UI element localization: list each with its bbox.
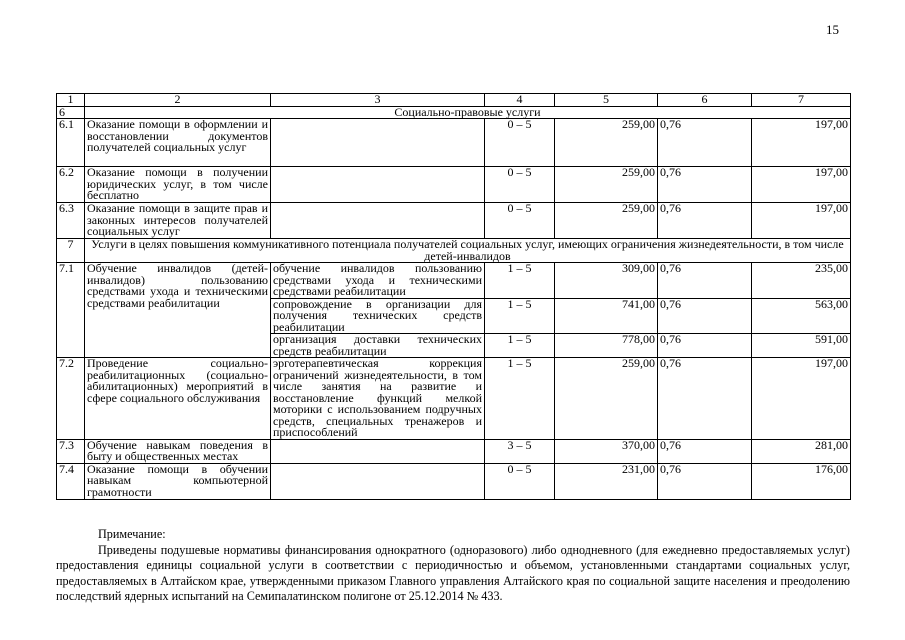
coefficient: 0,76	[658, 334, 752, 358]
section-number: 7	[57, 239, 85, 263]
section-row	[57, 106, 851, 119]
coefficient: 0,76	[658, 119, 752, 167]
cost-value: 281,00	[752, 439, 851, 463]
frequency: 1 – 5	[485, 334, 555, 358]
frequency: 3 – 5	[485, 439, 555, 463]
cost-value: 197,00	[752, 167, 851, 203]
norm-value: 741,00	[555, 298, 658, 334]
cost-value: 235,00	[752, 263, 851, 299]
section-number: 6	[57, 106, 85, 119]
table-row	[57, 263, 851, 299]
coefficient: 0,76	[658, 439, 752, 463]
norm-value: 309,00	[555, 263, 658, 299]
norm-value: 370,00	[555, 439, 658, 463]
row-number: 7.1	[57, 263, 85, 358]
table-row	[57, 203, 851, 239]
table-row	[57, 463, 851, 499]
col-header: 4	[485, 94, 555, 107]
service-name: Обучение инвалидов (детей-инвалидов) пользованию средствами ухода и техническими средствами реабилитации	[85, 263, 271, 358]
service-detail	[271, 439, 485, 463]
service-detail: обучение инвалидов пользованию средствами ухода и техническими средствами реабилитации	[271, 263, 485, 299]
service-detail	[271, 119, 485, 167]
column-number-row	[57, 94, 851, 107]
section-title: Социально-правовые услуги	[85, 106, 851, 119]
frequency: 1 – 5	[485, 263, 555, 299]
table-row	[57, 119, 851, 167]
col-header: 3	[271, 94, 485, 107]
frequency: 0 – 5	[485, 167, 555, 203]
service-detail	[271, 463, 485, 499]
table-row	[57, 439, 851, 463]
cost-value: 591,00	[752, 334, 851, 358]
table-row	[57, 358, 851, 440]
frequency: 0 – 5	[485, 203, 555, 239]
norm-value: 259,00	[555, 203, 658, 239]
row-number: 6.3	[57, 203, 85, 239]
frequency: 0 – 5	[485, 119, 555, 167]
service-name: Оказание помощи в получении юридических услуг, в том числе бесплатно	[85, 167, 271, 203]
cost-value: 197,00	[752, 358, 851, 440]
service-detail: сопровождение в организации для получения технических средств реабилитации	[271, 298, 485, 334]
service-name: Оказание помощи в оформлении и восстановлении документов получателей социальных услуг	[85, 119, 271, 167]
section-title: Услуги в целях повышения коммуникативного потенциала получателей социальных услуг, имеющих ограничения жизнедеятельности, в том числе детей-инвалидов	[85, 239, 851, 263]
financing-norms-table	[56, 93, 851, 500]
cost-value: 197,00	[752, 119, 851, 167]
coefficient: 0,76	[658, 358, 752, 440]
norm-value: 778,00	[555, 334, 658, 358]
service-detail: эрготерапевтическая коррекция ограничений жизнедеятельности, в том числе занятия на развитие и восстановление функций мелкой моторики с использованием подручных средств, специальных тренажеров и приспособлений	[271, 358, 485, 440]
norm-value: 231,00	[555, 463, 658, 499]
row-number: 7.3	[57, 439, 85, 463]
service-name: Оказание помощи в обучении навыкам компьютерной грамотности	[85, 463, 271, 499]
norm-value: 259,00	[555, 119, 658, 167]
coefficient: 0,76	[658, 263, 752, 299]
service-name: Обучение навыкам поведения в быту и общественных местах	[85, 439, 271, 463]
service-detail: организация доставки технических средств реабилитации	[271, 334, 485, 358]
col-header: 5	[555, 94, 658, 107]
coefficient: 0,76	[658, 463, 752, 499]
table-row	[57, 167, 851, 203]
row-number: 7.4	[57, 463, 85, 499]
col-header: 6	[658, 94, 752, 107]
row-number: 7.2	[57, 358, 85, 440]
norm-value: 259,00	[555, 358, 658, 440]
cost-value: 197,00	[752, 203, 851, 239]
frequency: 1 – 5	[485, 298, 555, 334]
coefficient: 0,76	[658, 298, 752, 334]
note-title: Примечание:	[98, 527, 166, 541]
footnote	[56, 527, 850, 605]
coefficient: 0,76	[658, 203, 752, 239]
frequency: 0 – 5	[485, 463, 555, 499]
service-detail	[271, 167, 485, 203]
row-number: 6.1	[57, 119, 85, 167]
cost-value: 176,00	[752, 463, 851, 499]
page-number: 15	[826, 22, 839, 37]
col-header: 7	[752, 94, 851, 107]
section-row	[57, 239, 851, 263]
service-name: Проведение социально-реабилитационных (социально-абилитационных) мероприятий в сфере социального обслуживания	[85, 358, 271, 440]
col-header: 1	[57, 94, 85, 107]
cost-value: 563,00	[752, 298, 851, 334]
service-name: Оказание помощи в защите прав и законных интересов получателей социальных услуг	[85, 203, 271, 239]
col-header: 2	[85, 94, 271, 107]
service-detail	[271, 203, 485, 239]
frequency: 1 – 5	[485, 358, 555, 440]
row-number: 6.2	[57, 167, 85, 203]
norm-value: 259,00	[555, 167, 658, 203]
note-text: Приведены подушевые нормативы финансирования однократного (одноразового) либо однодневного (для ежедневно предоставляемых услуг) предоставления единицы социальной услуги в соответствии с периодичностью и объемом, установленными стандартами социальных услуг, предоставляемых в Алтайском крае, утвержденными приказом Главного управления Алтайского края по социальной защите населения и преодолению последствий ядерных испытаний на Семипалатинском полигоне от 25.12.2014 № 433.	[56, 542, 850, 603]
coefficient: 0,76	[658, 167, 752, 203]
